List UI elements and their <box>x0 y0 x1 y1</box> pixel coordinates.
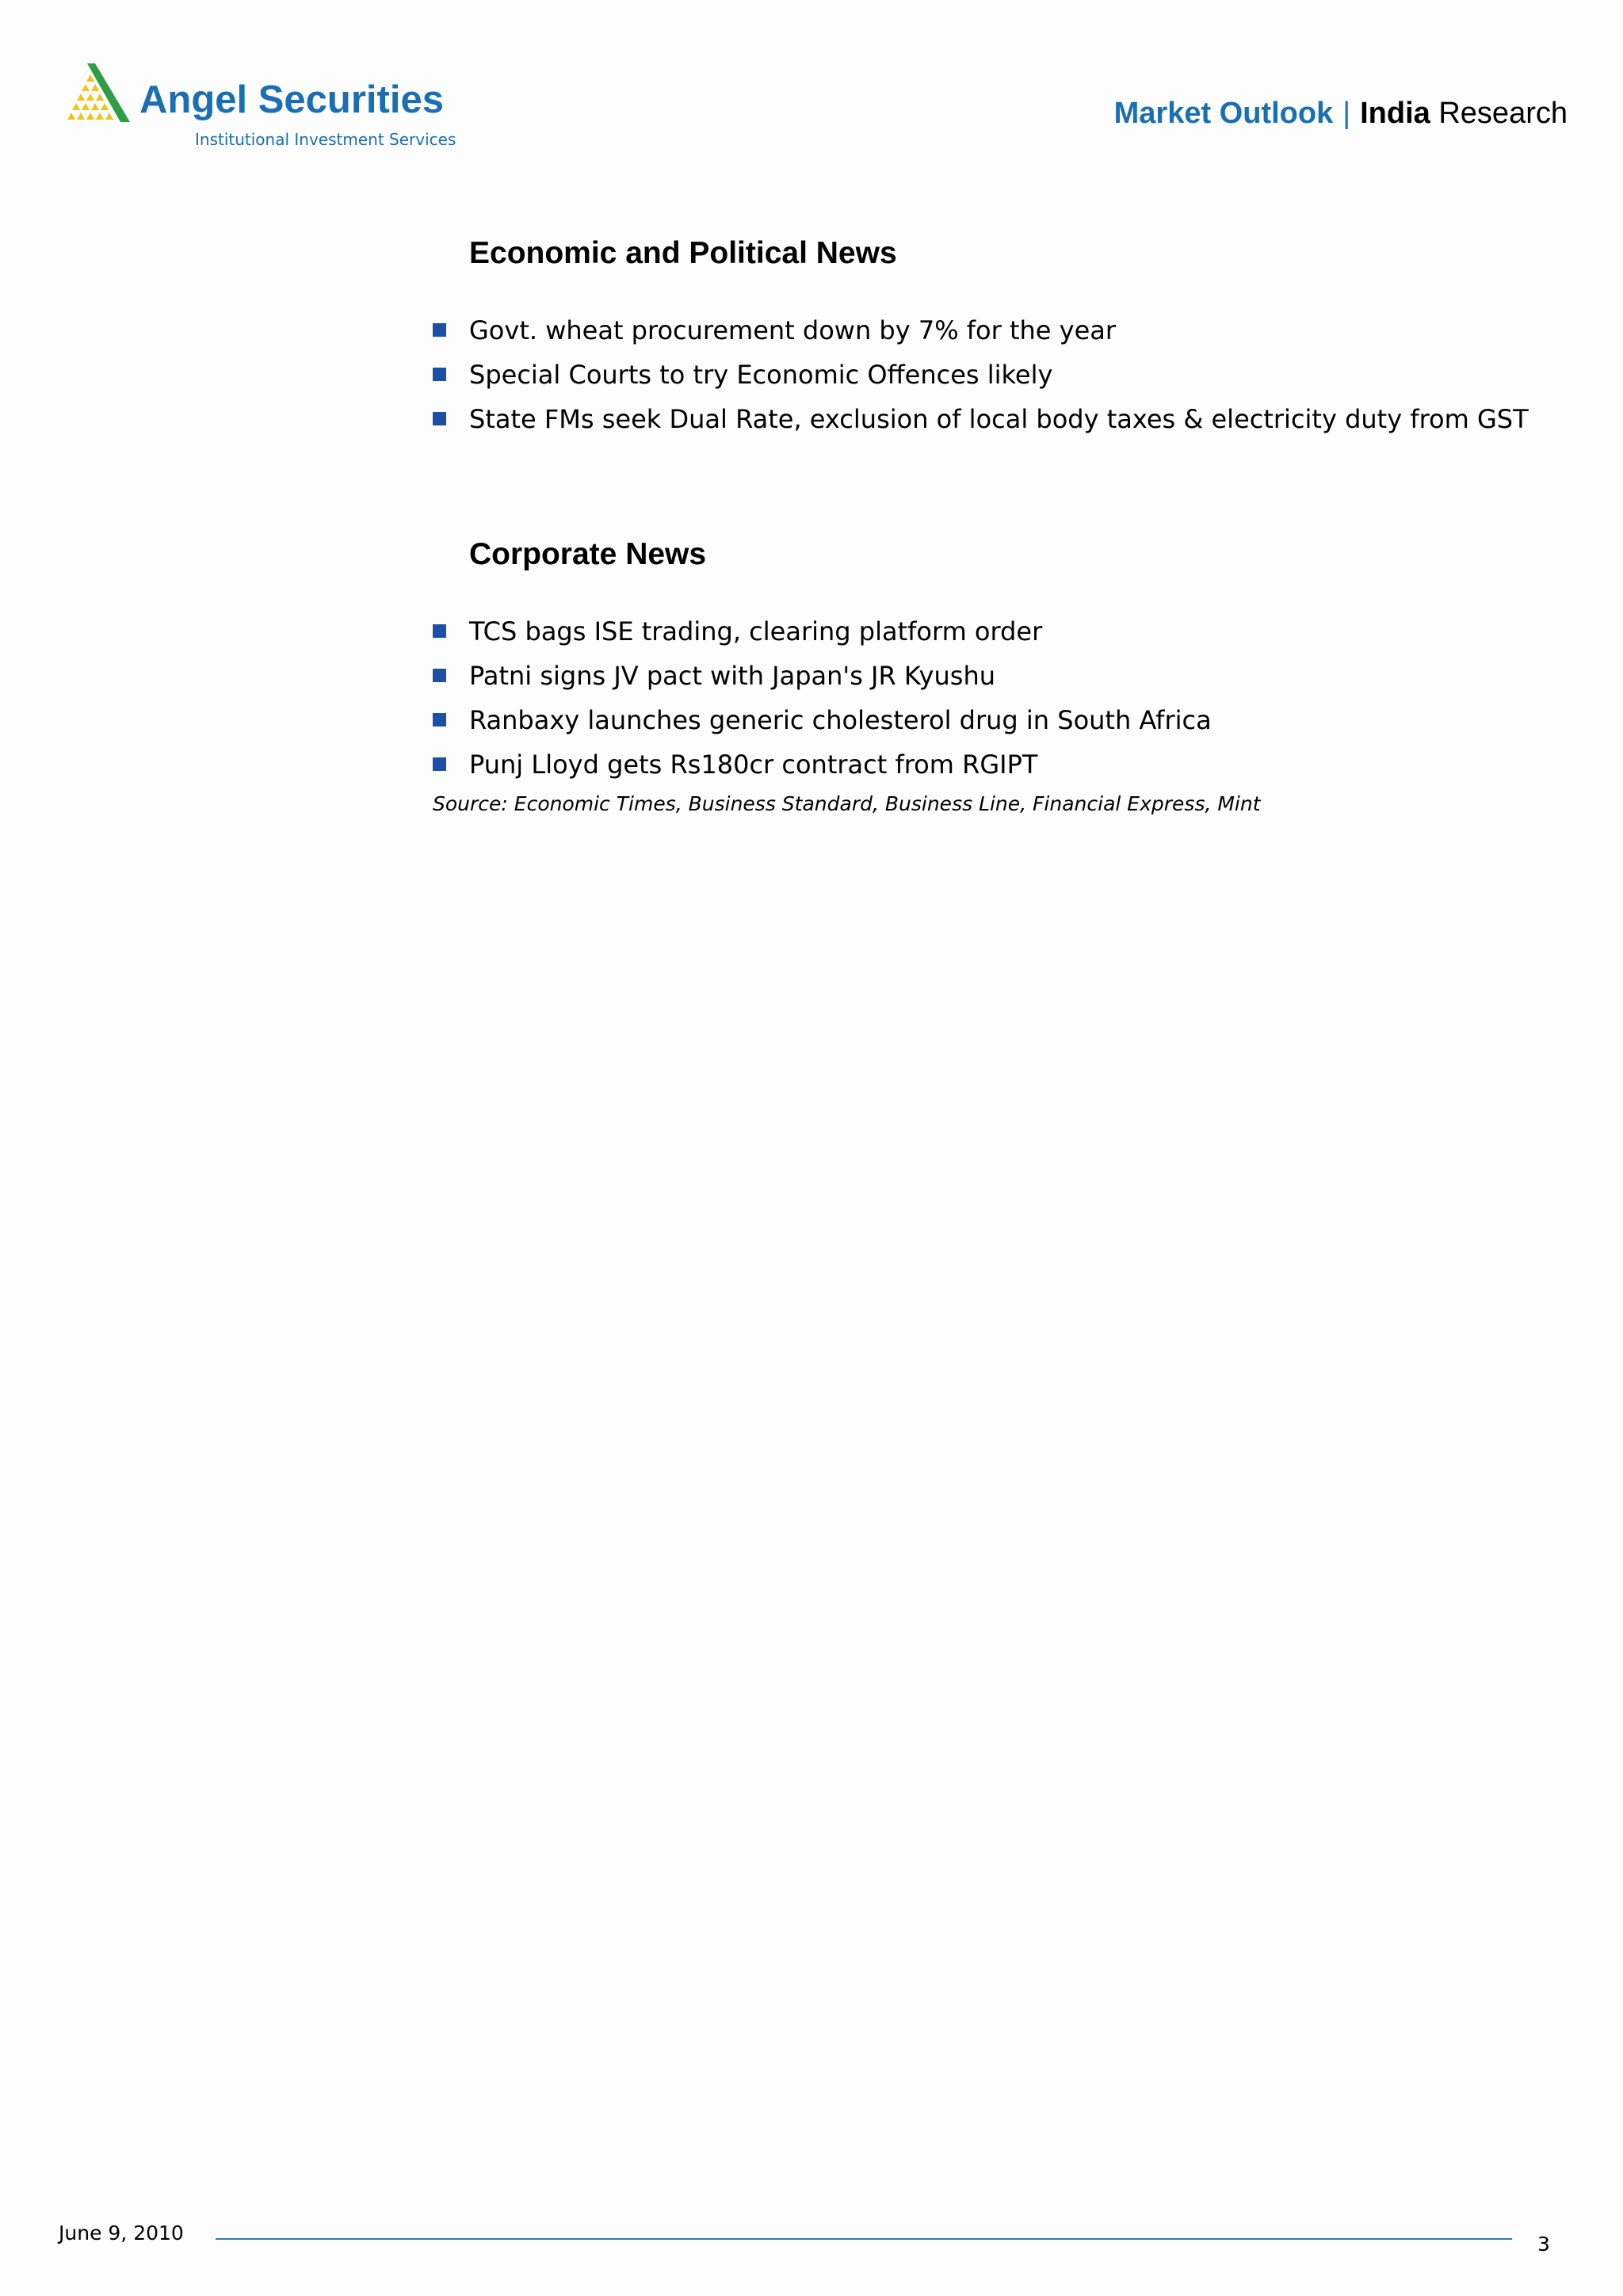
section-title-economic-political: Economic and Political News <box>469 236 897 270</box>
square-bullet-icon <box>433 669 446 682</box>
list-item <box>433 698 1212 742</box>
news-item-text: Ranbaxy launches generic cholesterol drug in South Africa <box>469 705 1212 735</box>
report-category: Research <box>1438 97 1568 130</box>
brand-tagline: Institutional Investment Services <box>195 130 456 149</box>
square-bullet-icon <box>433 757 446 771</box>
company-logo <box>63 60 475 155</box>
list-item <box>433 742 1212 787</box>
footer-divider <box>216 2238 1512 2240</box>
news-item-text: Special Courts to try Economic Offences likely <box>469 360 1053 390</box>
report-header <box>1114 98 1568 128</box>
economic-political-news-list <box>433 308 1529 441</box>
square-bullet-icon <box>433 323 446 337</box>
footer-date: June 9, 2010 <box>59 2222 184 2245</box>
brand-name: Angel Securities <box>139 78 444 121</box>
list-item <box>433 353 1529 397</box>
report-region: India <box>1360 97 1430 130</box>
source-note: Source: Economic Times, Business Standard, Business Line, Financial Express, Mint <box>433 792 1261 815</box>
square-bullet-icon <box>433 713 446 727</box>
section-title-corporate: Corporate News <box>469 537 707 571</box>
list-item <box>433 397 1529 441</box>
news-item-text: TCS bags ISE trading, clearing platform order <box>469 616 1043 646</box>
square-bullet-icon <box>433 412 446 425</box>
angel-triangle-logo-icon <box>63 63 130 127</box>
list-item <box>433 609 1212 654</box>
news-item-text: Govt. wheat procurement down by 7% for the year <box>469 315 1117 345</box>
square-bullet-icon <box>433 368 446 381</box>
report-type: Market Outlook <box>1113 97 1334 130</box>
news-item-text: State FMs seek Dual Rate, exclusion of local body taxes & electricity duty from GST <box>469 404 1529 434</box>
list-item <box>433 308 1529 353</box>
page-number: 3 <box>1537 2233 1550 2256</box>
square-bullet-icon <box>433 624 446 638</box>
news-item-text: Punj Lloyd gets Rs180cr contract from RGIPT <box>469 749 1038 780</box>
header-separator: | <box>1342 97 1351 130</box>
corporate-news-list <box>433 609 1212 787</box>
news-item-text: Patni signs JV pact with Japan's JR Kyushu <box>469 661 995 691</box>
list-item <box>433 654 1212 698</box>
